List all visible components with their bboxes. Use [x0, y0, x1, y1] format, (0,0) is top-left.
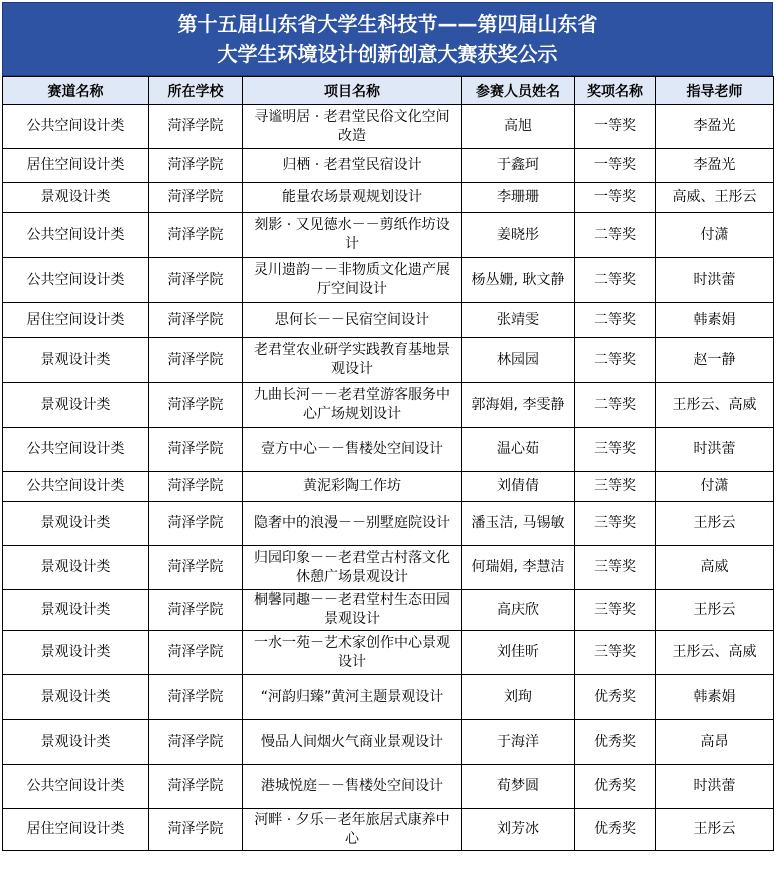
column-header-track: 赛道名称: [3, 77, 149, 105]
awards-table: [2, 76, 774, 851]
cell-advisor: 时洪蕾: [656, 258, 774, 303]
cell-project: “河韵归臻”黄河主题景观设计: [243, 675, 462, 720]
table-row: [3, 546, 774, 590]
award-announcement-sheet: [2, 2, 773, 851]
cell-award: 三等奖: [575, 502, 656, 546]
cell-award: 一等奖: [575, 183, 656, 213]
table-row: [3, 105, 774, 149]
table-row: [3, 213, 774, 258]
column-header-members: 参赛人员姓名: [462, 77, 575, 105]
cell-project: 黄泥彩陶工作坊: [243, 472, 462, 502]
cell-track: 公共空间设计类: [3, 765, 149, 809]
cell-track: 景观设计类: [3, 631, 149, 675]
column-header-project: 项目名称: [243, 77, 462, 105]
cell-members: 杨丛姗, 耿文静: [462, 258, 575, 303]
cell-track: 景观设计类: [3, 183, 149, 213]
cell-school: 菏泽学院: [149, 590, 243, 631]
cell-advisor: 王彤云: [656, 809, 774, 851]
cell-track: 居住空间设计类: [3, 809, 149, 851]
cell-project: 港城悦庭－－售楼处空间设计: [243, 765, 462, 809]
cell-award: 一等奖: [575, 149, 656, 183]
cell-school: 菏泽学院: [149, 720, 243, 765]
table-row: [3, 149, 774, 183]
cell-school: 菏泽学院: [149, 303, 243, 338]
cell-project: 归园印象－－老君堂古村落文化休憩广场景观设计: [243, 546, 462, 590]
cell-track: 公共空间设计类: [3, 105, 149, 149]
title-line-1: 第十五届山东省大学生科技节——第四届山东省: [177, 12, 598, 36]
table-row: [3, 338, 774, 383]
cell-members: 刘佳昕: [462, 631, 575, 675]
table-row: [3, 502, 774, 546]
table-row: [3, 383, 774, 428]
cell-project: 河畔 · 夕乐－老年旅居式康养中心: [243, 809, 462, 851]
table-row: [3, 258, 774, 303]
cell-award: 三等奖: [575, 546, 656, 590]
cell-members: 刘倩倩: [462, 472, 575, 502]
cell-project: 能量农场景观规划设计: [243, 183, 462, 213]
cell-advisor: 高威: [656, 546, 774, 590]
cell-track: 景观设计类: [3, 675, 149, 720]
cell-members: 于鑫珂: [462, 149, 575, 183]
cell-advisor: 高昂: [656, 720, 774, 765]
cell-school: 菏泽学院: [149, 338, 243, 383]
cell-track: 公共空间设计类: [3, 258, 149, 303]
cell-track: 公共空间设计类: [3, 428, 149, 472]
cell-school: 菏泽学院: [149, 105, 243, 149]
cell-project: 归栖 · 老君堂民宿设计: [243, 149, 462, 183]
cell-school: 菏泽学院: [149, 675, 243, 720]
cell-advisor: 李盈光: [656, 105, 774, 149]
column-header-school: 所在学校: [149, 77, 243, 105]
cell-project: 桐馨同趣－－老君堂村生态田园景观设计: [243, 590, 462, 631]
cell-award: 三等奖: [575, 631, 656, 675]
cell-school: 菏泽学院: [149, 765, 243, 809]
cell-award: 二等奖: [575, 338, 656, 383]
cell-members: 高旭: [462, 105, 575, 149]
cell-school: 菏泽学院: [149, 258, 243, 303]
cell-award: 二等奖: [575, 303, 656, 338]
cell-members: 温心茹: [462, 428, 575, 472]
cell-school: 菏泽学院: [149, 809, 243, 851]
column-header-award: 奖项名称: [575, 77, 656, 105]
cell-project: 慢品人间烟火气商业景观设计: [243, 720, 462, 765]
cell-award: 优秀奖: [575, 675, 656, 720]
cell-award: 优秀奖: [575, 809, 656, 851]
cell-members: 林园园: [462, 338, 575, 383]
cell-school: 菏泽学院: [149, 472, 243, 502]
cell-members: 荀梦圆: [462, 765, 575, 809]
cell-award: 三等奖: [575, 428, 656, 472]
cell-track: 景观设计类: [3, 502, 149, 546]
cell-advisor: 付潇: [656, 213, 774, 258]
table-row: [3, 590, 774, 631]
cell-award: 三等奖: [575, 472, 656, 502]
table-row: [3, 809, 774, 851]
cell-award: 优秀奖: [575, 765, 656, 809]
cell-award: 三等奖: [575, 590, 656, 631]
table-row: [3, 765, 774, 809]
table-row: [3, 631, 774, 675]
cell-advisor: 时洪蕾: [656, 765, 774, 809]
table-row: [3, 183, 774, 213]
cell-members: 刘芳冰: [462, 809, 575, 851]
cell-award: 二等奖: [575, 213, 656, 258]
cell-members: 高庆欣: [462, 590, 575, 631]
column-header-advisor: 指导老师: [656, 77, 774, 105]
cell-members: 刘珣: [462, 675, 575, 720]
cell-track: 景观设计类: [3, 590, 149, 631]
cell-advisor: 付潇: [656, 472, 774, 502]
cell-award: 二等奖: [575, 383, 656, 428]
cell-school: 菏泽学院: [149, 183, 243, 213]
cell-advisor: 高威、王彤云: [656, 183, 774, 213]
cell-members: 于海洋: [462, 720, 575, 765]
cell-project: 九曲长河－－老君堂游客服务中心广场规划设计: [243, 383, 462, 428]
cell-project: 刻影 · 又见德水－－剪纸作坊设计: [243, 213, 462, 258]
table-row: [3, 472, 774, 502]
cell-track: 景观设计类: [3, 338, 149, 383]
cell-advisor: 韩素娟: [656, 675, 774, 720]
cell-advisor: 赵一静: [656, 338, 774, 383]
cell-school: 菏泽学院: [149, 631, 243, 675]
column-header-row: [3, 77, 774, 105]
title-line-2: 大学生环境设计创新创意大赛获奖公示: [217, 42, 558, 66]
cell-school: 菏泽学院: [149, 428, 243, 472]
cell-members: 何瑞娟, 李慧洁: [462, 546, 575, 590]
cell-award: 优秀奖: [575, 720, 656, 765]
cell-advisor: 王彤云: [656, 590, 774, 631]
cell-members: 郭海娟, 李雯静: [462, 383, 575, 428]
cell-project: 老君堂农业研学实践教育基地景观设计: [243, 338, 462, 383]
cell-advisor: 王彤云: [656, 502, 774, 546]
cell-track: 居住空间设计类: [3, 149, 149, 183]
table-row: [3, 720, 774, 765]
cell-project: 一水一苑－艺术家创作中心景观设计: [243, 631, 462, 675]
cell-members: 李珊珊: [462, 183, 575, 213]
cell-award: 一等奖: [575, 105, 656, 149]
table-row: [3, 675, 774, 720]
cell-members: 张靖雯: [462, 303, 575, 338]
cell-project: 灵川遗韵－－非物质文化遗产展厅空间设计: [243, 258, 462, 303]
cell-advisor: 王彤云、高威: [656, 383, 774, 428]
cell-project: 壹方中心－－售楼处空间设计: [243, 428, 462, 472]
cell-project: 思何长－－民宿空间设计: [243, 303, 462, 338]
cell-track: 景观设计类: [3, 720, 149, 765]
cell-advisor: 王彤云、高威: [656, 631, 774, 675]
table-row: [3, 428, 774, 472]
cell-track: 景观设计类: [3, 383, 149, 428]
cell-project: 寻谧明居 · 老君堂民俗文化空间改造: [243, 105, 462, 149]
cell-members: 姜晓彤: [462, 213, 575, 258]
cell-track: 公共空间设计类: [3, 213, 149, 258]
cell-track: 景观设计类: [3, 546, 149, 590]
cell-track: 居住空间设计类: [3, 303, 149, 338]
title-banner: [2, 2, 773, 76]
cell-school: 菏泽学院: [149, 546, 243, 590]
cell-advisor: 李盈光: [656, 149, 774, 183]
cell-school: 菏泽学院: [149, 502, 243, 546]
cell-award: 二等奖: [575, 258, 656, 303]
cell-school: 菏泽学院: [149, 383, 243, 428]
cell-members: 潘玉洁, 马锡敏: [462, 502, 575, 546]
cell-track: 公共空间设计类: [3, 472, 149, 502]
cell-project: 隐奢中的浪漫－－别墅庭院设计: [243, 502, 462, 546]
cell-advisor: 韩素娟: [656, 303, 774, 338]
table-row: [3, 303, 774, 338]
cell-school: 菏泽学院: [149, 149, 243, 183]
cell-school: 菏泽学院: [149, 213, 243, 258]
cell-advisor: 时洪蕾: [656, 428, 774, 472]
